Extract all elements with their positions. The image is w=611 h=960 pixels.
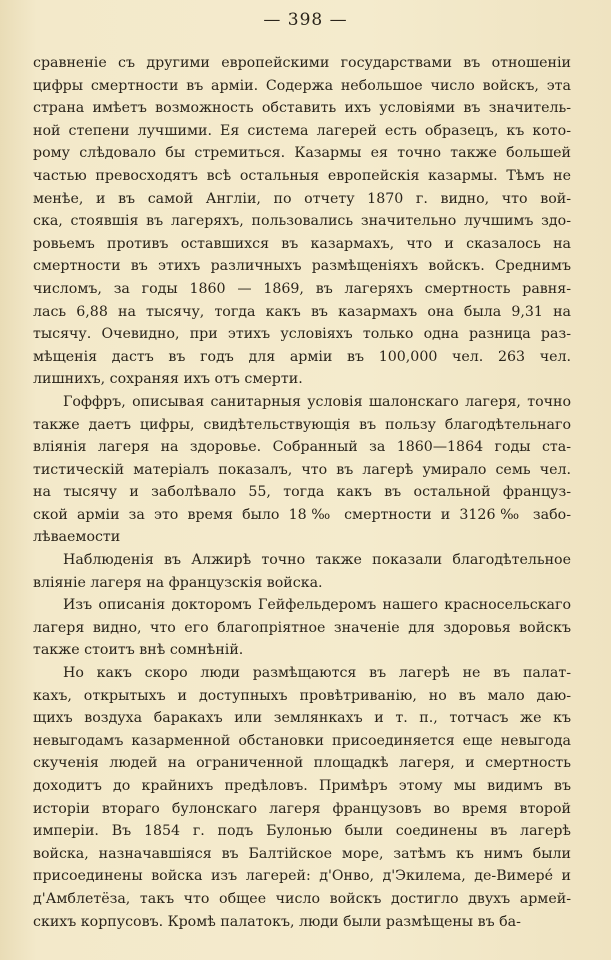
text-line: ной степени лучшими. Ея система лагерей есть образецъ, къ кото- <box>33 122 571 139</box>
text-line: страна имѣетъ возможность обставить ихъ условіями въ значитель- <box>33 100 571 117</box>
text-line: сравненіе съ другими европейскими государствами въ отношеніи <box>33 55 571 71</box>
text-line: лагеря видно, что его благопріятное значеніе для здоровья войскъ <box>33 619 571 636</box>
text-line: на тысячу и заболѣвало 55, тогда какъ въ остальной француз- <box>33 484 571 501</box>
text-line: частью превосходятъ всѣ остальныя европейскія казармы. Тѣмъ не <box>33 167 571 184</box>
text-line: рому слѣдовало бы стремиться. Казармы ея точно также большей <box>33 145 571 162</box>
text-line: мѣщенія дастъ въ годъ для арміи въ 100,000 чел. 263 чел. <box>33 348 571 365</box>
text-line: ской арміи за это время было 18‰ смертности и 3126‰ забо- <box>33 506 571 523</box>
text-line: Наблюденія въ Алжирѣ точно также показали благодѣтельное <box>63 552 571 569</box>
paragraph <box>33 52 571 391</box>
text-line: смертности въ этихъ различныхъ размѣщеніяхъ войскъ. Среднимъ <box>33 258 571 275</box>
text-line: д'Амблетёза, такъ что общее число войскъ достигло двухъ армей- <box>33 890 571 907</box>
paragraph <box>33 391 571 549</box>
text-line: скученія людей на ограниченной площадкѣ лагеря, и смертность <box>33 755 571 772</box>
text-line: Но какъ скоро люди размѣщаются въ лагерѣ не въ палат- <box>63 665 571 682</box>
paragraph <box>33 594 571 662</box>
text-line: невыгодамъ казарменной обстановки присоединяется еще невыгода <box>33 732 571 749</box>
text-line: имперіи. Въ 1854 г. подъ Булонью были соединены въ лагерѣ <box>33 823 571 840</box>
text-line: щихъ воздуха баракахъ или землянкахъ и т. п., тотчасъ же къ <box>33 710 571 727</box>
text-line: исторіи втораго булонскаго лагеря французовъ во время второй <box>33 800 571 817</box>
paragraph <box>33 662 571 933</box>
text-line: присоединены войска изъ лагерей: д'Онво, д'Экилема, де-Вимерé и <box>33 868 571 885</box>
page-number: — 398 — <box>263 10 348 30</box>
text-line: лишнихъ, сохраняя ихъ отъ смерти. <box>33 371 303 388</box>
text-line: доходитъ до крайнихъ предѣловъ. Примѣръ этому мы видимъ въ <box>33 778 571 794</box>
text-line: Гоффръ, описывая санитарныя условія шалонскаго лагеря, точно <box>63 393 571 410</box>
text-line: числомъ, за годы 1860 — 1869, въ лагеряхъ смертность равня- <box>33 280 571 297</box>
paragraph <box>33 549 571 594</box>
text-line: лѣваемости <box>33 529 121 546</box>
text-line: кахъ, открытыхъ и доступныхъ провѣтриванію, но въ мало даю- <box>33 687 571 704</box>
text-body <box>33 52 571 933</box>
text-line: тысячу. Очевидно, при этихъ условіяхъ только одна разница раз- <box>33 326 571 343</box>
text-line: также стоитъ внѣ сомнѣній. <box>33 642 244 659</box>
text-line: Изъ описанія докторомъ Гейфельдеромъ нашего красносельскаго <box>63 597 571 614</box>
text-line: ска, стоявшія въ лагеряхъ, пользовались значительно лучшимъ здо- <box>33 213 571 230</box>
text-line: цифры смертности въ арміи. Содержа небольшое число войскъ, эта <box>33 77 571 94</box>
text-line: тистическій матеріалъ показалъ, что въ лагерѣ умирало семь чел. <box>33 461 571 478</box>
text-line: войска, назначавшіяся въ Балтійское море, затѣмъ къ нимъ были <box>33 845 571 862</box>
text-line: вліяніе лагеря на французскія войска. <box>33 574 323 591</box>
text-line: ровьемъ противъ оставшихся въ казармахъ, что и сказалось на <box>33 235 571 252</box>
text-line: вліянія лагеря на здоровье. Собранный за 1860—1864 годы ста- <box>33 439 571 456</box>
text-line: скихъ корпусовъ. Кромѣ палатокъ, люди были размѣщены въ ба- <box>33 913 521 930</box>
text-line: лась 6,88 на тысячу, тогда какъ въ казармахъ она была 9,31 на <box>33 303 571 320</box>
text-line: менѣе, и въ самой Англіи, по отчету 1870 г. видно, что вой- <box>33 190 571 207</box>
text-line: также даетъ цифры, свидѣтельствующія въ пользу благодѣтельнаго <box>33 416 571 433</box>
